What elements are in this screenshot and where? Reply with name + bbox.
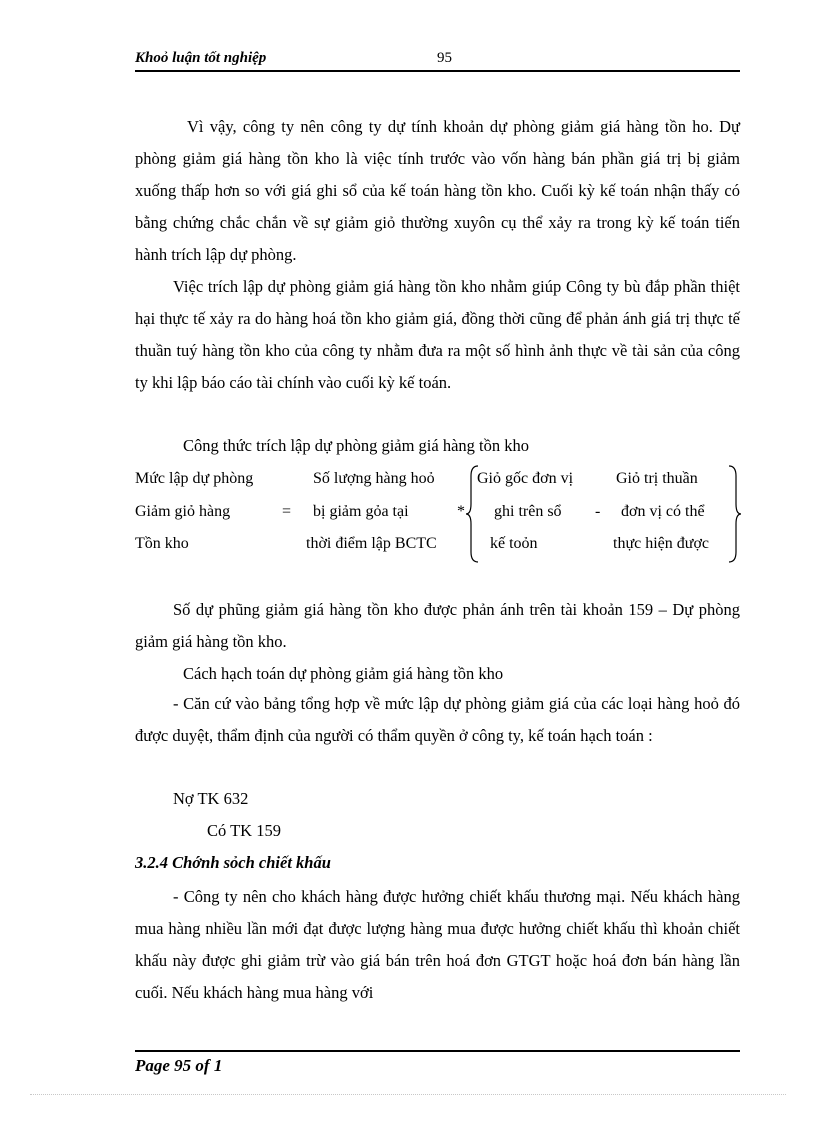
- formula-col2-line1: Số lượng hàng hoỏ: [313, 470, 435, 487]
- header-title: Khoỏ luận tốt nghiệp: [135, 50, 267, 66]
- formula-col4-line2: đơn vị có thể: [621, 503, 705, 520]
- formula-col3-line1: Giỏ gốc đơn vị: [477, 470, 574, 487]
- formula-title: Công thức trích lập dự phòng giảm giá hàng tồn kho: [183, 436, 530, 455]
- formula-col4-line3: thực hiện được: [613, 535, 709, 552]
- paragraph-1-text: Vì vậy, công ty nên công ty dự tính khoản dự phòng giảm giá hàng tồn ho. Dự phòng giảm giá hàng tồn kho là việc tính trước vào vốn hàng bán phần giá trị bị giảm xuống thấp hơn so với giá ghi sổ của kế toán hàng tồn kho. Cuối kỳ kế toán nhận thấy có bằng chứng chắc chắn về sự giảm giỏ thường xuyôn cụ thể xảy ra trong kỳ kế toán tiến hành trích lập dự phòng.: [135, 117, 740, 264]
- formula-col1-line1: Mức lập dự phòng: [135, 470, 254, 487]
- formula-col2-line3: thời điểm lập BCTC: [306, 535, 437, 552]
- page-bottom-divider: [30, 1094, 786, 1095]
- accounting-heading: Cách hạch toán dự phòng giảm giá hàng tồn kho: [183, 664, 504, 683]
- header-rule: [135, 70, 740, 72]
- formula-col3-line2: ghi trên sổ: [494, 503, 562, 520]
- formula-col1-line2: Giảm giỏ hàng: [135, 503, 231, 520]
- paragraph-1: [135, 111, 740, 271]
- credit-entry: Có TK 159: [207, 821, 281, 840]
- page-header: [135, 48, 740, 70]
- paragraph-3: [135, 594, 740, 658]
- paragraph-5: [135, 688, 740, 752]
- paragraph-3-text: Số dự phũng giảm giá hàng tồn kho được phản ánh trên tài khoản 159 – Dự phòng giảm giá hàng tồn kho.: [135, 600, 740, 651]
- paragraph-6-text: - Công ty nên cho khách hàng được hưởng chiết khấu thương mại. Nếu khách hàng mua hàng nhiều lần mới đạt được lượng hàng mua được hưởng chiết khấu thì khoản chiết khấu này được ghi giảm trừ vào giá bán trên hoá đơn GTGT hoặc hoá đơn bán hàng lần cuối. Nếu khách hàng mua hàng với: [135, 887, 740, 1002]
- debit-entry: Nợ TK 632: [173, 789, 249, 808]
- section-heading: 3.2.4 Chớnh sỏch chiết khấu: [135, 853, 331, 872]
- formula-col2-line2: bị giảm gỏa tại: [313, 503, 409, 520]
- footer-rule: [135, 1050, 740, 1052]
- formula-col4-line1: Giỏ trị thuần: [616, 470, 698, 487]
- formula-col3-line3: kế toỏn: [490, 535, 538, 552]
- paragraph-6: [135, 881, 740, 1009]
- formula-col1-line3: Tồn kho: [135, 535, 189, 552]
- footer-page-label: Page 95 of 1: [135, 1056, 223, 1075]
- paragraph-2: [135, 271, 740, 399]
- formula-times: *: [457, 503, 465, 520]
- formula-minus: -: [595, 503, 601, 520]
- right-brace-icon: [728, 464, 742, 564]
- paragraph-2-text: Việc trích lập dự phòng giảm giá hàng tồn kho nhằm giúp Công ty bù đắp phần thiệt hại thực tế xảy ra do hàng hoá tồn kho giảm giá, đồng thời cũng để phản ánh giá trị thực tế thuần tuý hàng tồn kho của công ty nhằm đưa ra một số hình ảnh thực về tài sản của công ty khi lập báo cáo tài chính vào cuối kỳ kế toán.: [135, 277, 740, 392]
- header-page-number: 95: [437, 50, 452, 66]
- formula-equals: =: [282, 503, 292, 520]
- paragraph-5-text: - Căn cứ vào bảng tổng hợp về mức lập dự phòng giảm giá của các loại hàng hoỏ đó được duyệt, thẩm định của người có thẩm quyền ở công ty, kế toán hạch toán :: [135, 694, 740, 745]
